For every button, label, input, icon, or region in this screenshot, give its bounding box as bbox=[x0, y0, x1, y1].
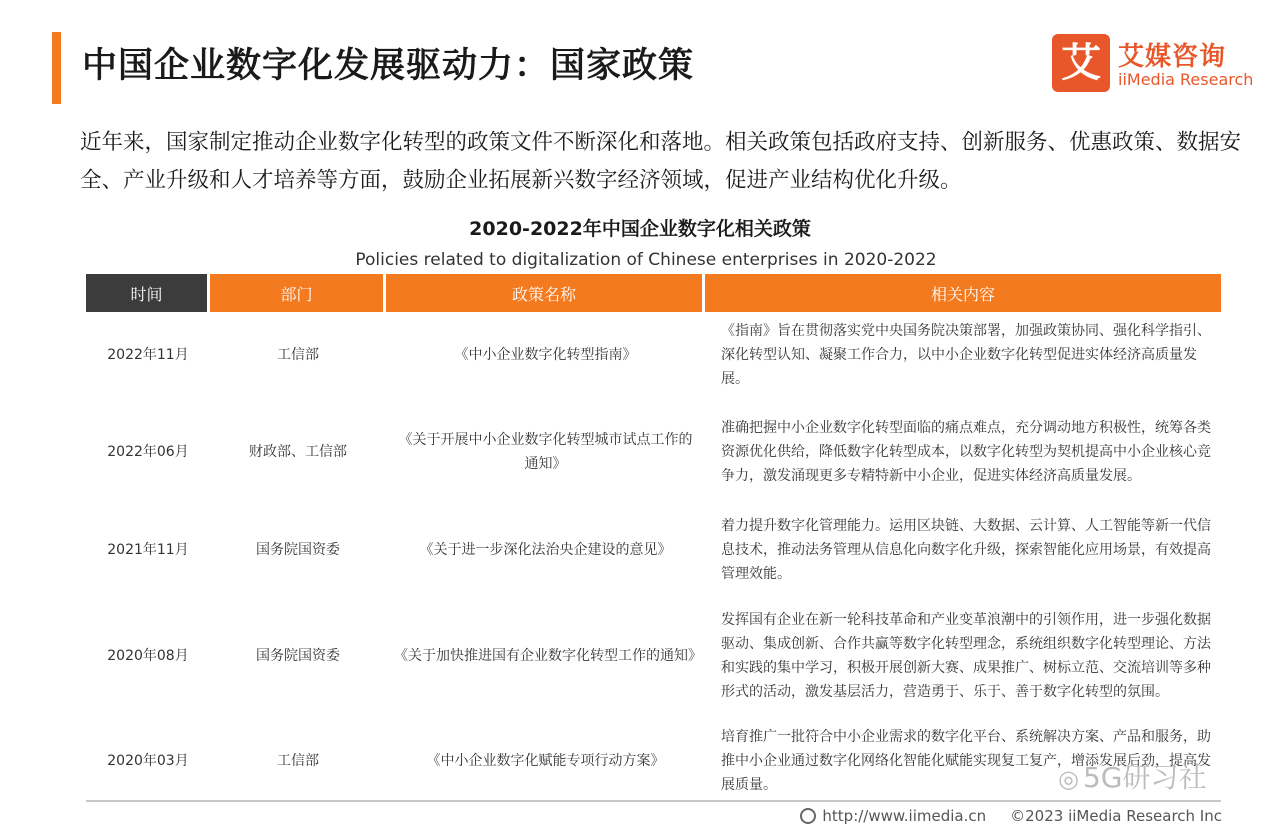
footer-copyright: ©2023 iiMedia Research Inc bbox=[1010, 807, 1222, 825]
cell-department: 国务院国资委 bbox=[256, 648, 340, 664]
table-row bbox=[86, 506, 1221, 594]
table-row bbox=[86, 398, 1221, 506]
cell-policy-name: 《关于加快推进国有企业数字化转型工作的通知》 bbox=[394, 648, 702, 664]
cell-policy-name: 《中小企业数字化赋能专项行动方案》 bbox=[426, 752, 665, 769]
table-row bbox=[86, 718, 1221, 803]
cell-policy-name: 《中小企业数字化转型指南》 bbox=[454, 347, 637, 363]
cell-department: 财政部、工信部 bbox=[249, 444, 347, 460]
table-caption-cn: 2020-2022年中国企业数字化相关政策 bbox=[469, 218, 811, 240]
intro-paragraph: 近年来，国家制定推动企业数字化转型的政策文件不断深化和落地。相关政策包括政府支持、创新服务、优惠政策、数据安全、产业升级和人才培养等方面，鼓励企业拓展新兴数字经济领域，促进产业结构优化升级。 bbox=[80, 130, 1242, 193]
cell-policy-name: 《关于进一步深化法治央企建设的意见》 bbox=[419, 542, 672, 558]
table-header-row bbox=[86, 274, 1221, 312]
cell-content: 培育推广一批符合中小企业需求的数字化平台、系统解决方案、产品和服务，助推中小企业通过数字化网络化智能化赋能实现复工复产，增添发展后劲，提高发展质量。 bbox=[721, 728, 1211, 793]
cell-content: 着力提升数字化管理能力。运用区块链、大数据、云计算、人工智能等新一代信息技术，推动法务管理从信息化向数字化升级，探索智能化应用场景，有效提高管理效能。 bbox=[721, 518, 1211, 582]
footer-url[interactable]: http://www.iimedia.cn bbox=[822, 807, 987, 825]
cell-content: 准确把握中小企业数字化转型面临的痛点难点，充分调动地方积极性，统筹各类资源优化供给，降低数字化转型成本，以数字化转型为契机提高中小企业核心竞争力，激发涌现更多专精特新中小企业，促进实体经济高质量发展。 bbox=[721, 420, 1211, 484]
brand-name-en: iiMedia Research bbox=[1118, 70, 1254, 89]
cell-content: 发挥国有企业在新一轮科技革命和产业变革浪潮中的引领作用，进一步强化数据驱动、集成创新、合作共赢等数字化转型理念，系统组织数字化转型理论、方法和实践的集中学习，积极开展创新大赛、成果推广、树标立范、交流培训等多种形式的活动，激发基层活力，营造勇于、乐于、善于数字化转型的氛围。 bbox=[721, 612, 1211, 700]
cell-policy-name: 《关于开展中小企业数字化转型城市试点工作的通知》 bbox=[398, 432, 693, 472]
cell-time: 2022年11月 bbox=[107, 347, 189, 363]
cell-department: 国务院国资委 bbox=[256, 542, 340, 558]
table-caption-en: Policies related to digitalization of Chinese enterprises in 2020-2022 bbox=[355, 250, 937, 270]
cell-department: 工信部 bbox=[277, 347, 319, 363]
footer bbox=[800, 807, 1222, 825]
wechat-icon: ◎ bbox=[1058, 765, 1079, 793]
title-accent-bar bbox=[52, 32, 61, 104]
globe-icon bbox=[800, 808, 816, 824]
footer-divider bbox=[86, 800, 1221, 802]
cell-time: 2020年03月 bbox=[107, 752, 189, 769]
header-department: 部门 bbox=[210, 274, 386, 312]
policy-table bbox=[86, 274, 1221, 803]
cell-time: 2020年08月 bbox=[107, 648, 189, 664]
page-title: 中国企业数字化发展驱动力：国家政策 bbox=[82, 46, 695, 86]
cell-content: 《指南》旨在贯彻落实党中央国务院决策部署，加强政策协同、强化科学指引、深化转型认知、凝聚工作合力，以中小企业数字化转型促进实体经济高质量发展。 bbox=[721, 323, 1211, 387]
cell-department: 工信部 bbox=[277, 752, 319, 769]
cell-time: 2021年11月 bbox=[107, 542, 189, 558]
brand-mark-icon: 艾 bbox=[1052, 34, 1110, 92]
cell-time: 2022年06月 bbox=[107, 444, 189, 460]
watermark bbox=[1058, 756, 1206, 796]
header-policy-name: 政策名称 bbox=[386, 274, 705, 312]
watermark-text: 5G研习社 bbox=[1082, 761, 1207, 794]
brand-logo bbox=[1052, 34, 1262, 96]
brand-name-cn: 艾媒咨询 bbox=[1118, 42, 1227, 72]
header-time: 时间 bbox=[86, 274, 210, 312]
header-content: 相关内容 bbox=[705, 274, 1221, 312]
table-row bbox=[86, 312, 1221, 398]
table-row bbox=[86, 594, 1221, 718]
